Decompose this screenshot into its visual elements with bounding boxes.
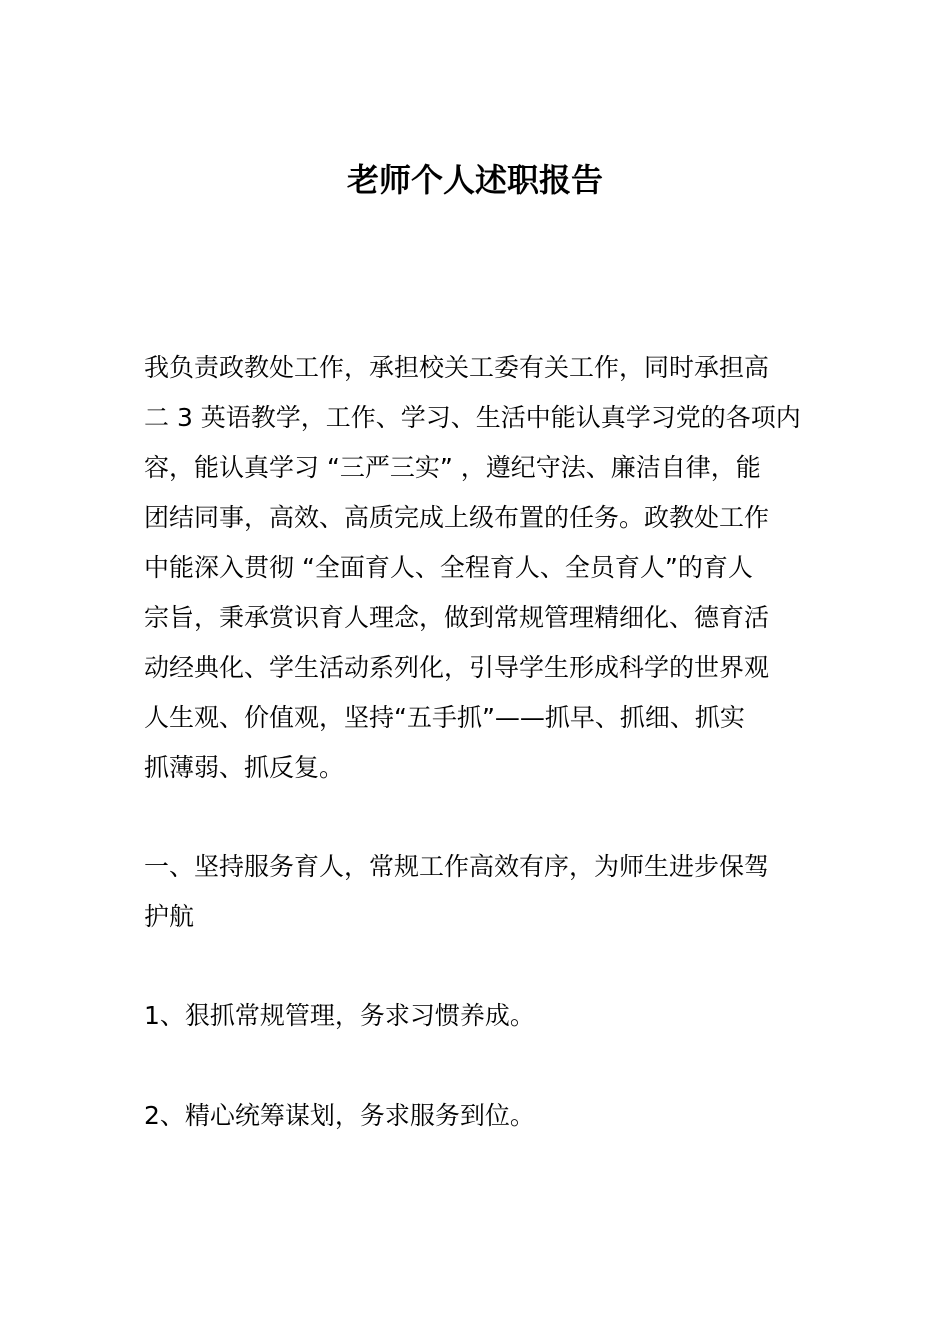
paragraph-line: 宗旨，秉承赏识育人理念，做到常规管理精细化、德育活 — [144, 603, 770, 632]
heading-line: 护航 — [144, 902, 195, 931]
list-item-text: 2、精心统筹谋划，务求服务到位。 — [144, 1101, 535, 1130]
document-title: 老师个人述职报告 — [346, 161, 603, 199]
paragraph-line: 二 3 英语教学，工作、学习、生活中能认真学习党的各项内 — [144, 403, 801, 432]
heading-line: 一、坚持服务育人，常规工作高效有序，为师生进步保驾 — [144, 852, 770, 881]
list-item — [144, 1091, 808, 1141]
paragraph-line: 人生观、价值观，坚持“五手抓”——抓早、抓细、抓实 — [144, 703, 745, 732]
paragraph-line: 抓薄弱、抓反复。 — [144, 753, 345, 782]
list-item — [144, 991, 808, 1041]
paragraph-line: 团结同事，高效、高质完成上级布置的任务。政教处工作 — [144, 503, 770, 532]
paragraph-line: 动经典化、学生活动系列化，引导学生形成科学的世界观 — [144, 653, 770, 682]
paragraph-line: 容，能认真学习 “三严三实” ，遵纪守法、廉洁自律，能 — [144, 453, 761, 482]
list-item-text: 1、狠抓常规管理，务求习惯养成。 — [144, 1001, 535, 1030]
paragraph-line: 中能深入贯彻 “全面育人、全程育人、全员育人”的育人 — [144, 553, 753, 582]
intro-paragraph — [144, 343, 808, 793]
section-heading — [144, 842, 808, 942]
paragraph-line: 我负责政教处工作，承担校关工委有关工作，同时承担高 — [144, 353, 770, 382]
